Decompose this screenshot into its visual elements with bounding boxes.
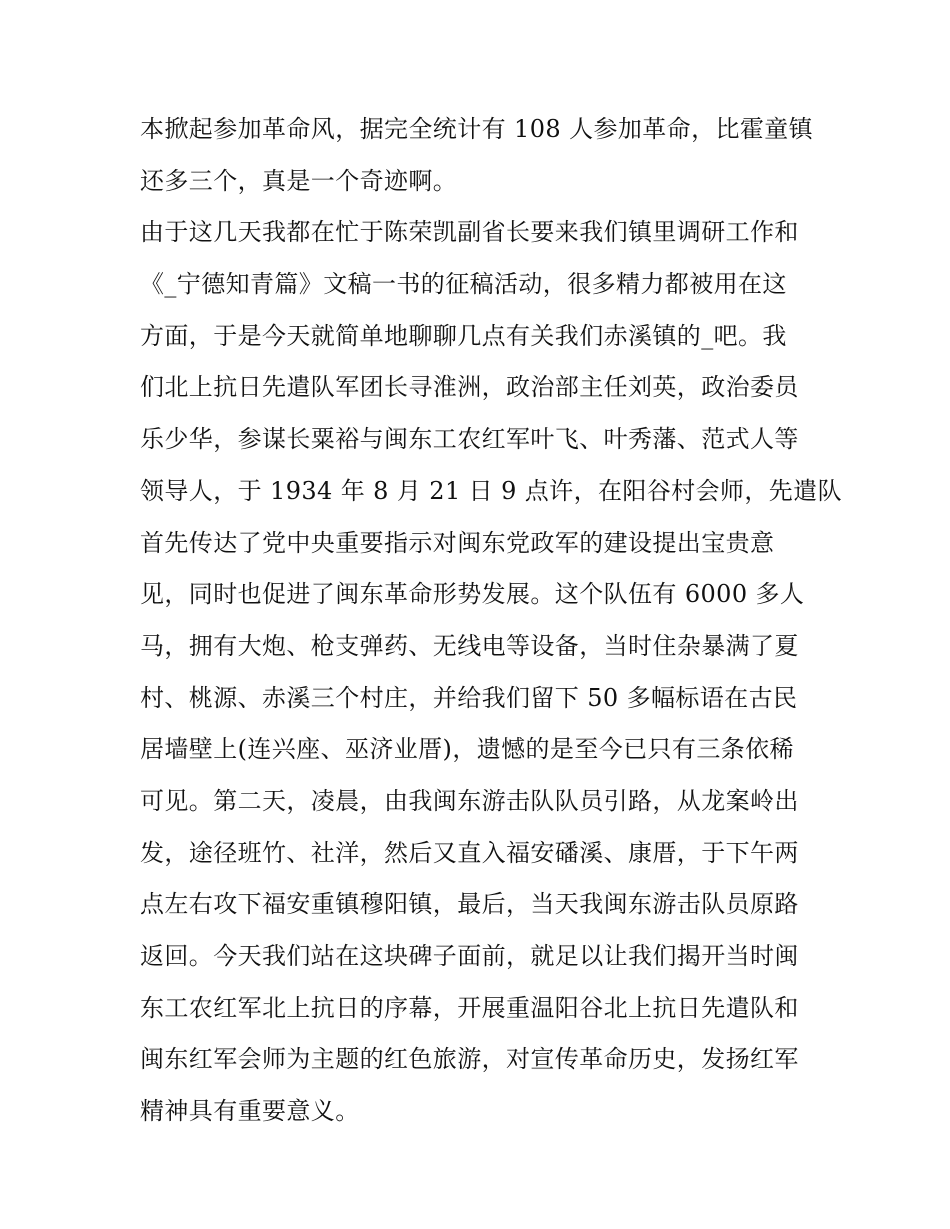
- text-line: 们北上抗日先遣队军团长寻淮洲，政治部主任刘英，政治委员: [140, 373, 799, 402]
- text-line: 东工农红军北上抗日的序幕，开展重温阳谷北上抗日先遣队和: [140, 993, 799, 1022]
- text-line: 还多三个，真是一个奇迹啊。: [140, 166, 458, 195]
- text-line: 闽东红军会师为主题的红色旅游，对宣传革命历史，发扬红军: [140, 1045, 799, 1074]
- text-line: 精神具有重要意义。: [140, 1097, 360, 1126]
- text-line: 可见。第二天，凌晨，由我闽东游击队队员引路，从龙案岭出: [140, 786, 799, 815]
- text-line: 本掀起参加革命风，据完全统计有 108 人参加革命，比霍童镇: [140, 115, 814, 143]
- text-line: 见，同时也促进了闽东革命形势发展。这个队伍有 6000 多人: [140, 580, 805, 609]
- text-line: 乐少华，参谋长粟裕与闽东工农红军叶飞、叶秀藩、范式人等: [140, 425, 799, 454]
- text-line: 由于这几天我都在忙于陈荣凯副省长要来我们镇里调研工作和: [140, 218, 799, 247]
- text-line: 马，拥有大炮、枪支弹药、无线电等设备，当时住杂暴满了夏: [140, 631, 799, 660]
- text-line: 《_宁德知青篇》文稿一书的征稿活动，很多精力都被用在这: [140, 270, 787, 299]
- text-line: 首先传达了党中央重要指示对闽东党政军的建设提出宝贵意: [140, 528, 775, 557]
- text-line: 点左右攻下福安重镇穆阳镇，最后，当天我闽东游击队员原路: [140, 890, 799, 919]
- text-line: 居墙壁上(连兴座、巫济业厝)，遗憾的是至今已只有三条依稀: [140, 735, 794, 764]
- text-line: 方面，于是今天就简单地聊聊几点有关我们赤溪镇的_吧。我: [140, 321, 787, 350]
- text-line: 领导人，于 1934 年 8 月 21 日 9 点许，在阳谷村会师，先遣队: [140, 476, 842, 505]
- text-line: 发，途径班竹、社洋，然后又直入福安磻溪、康厝，于下午两: [140, 838, 799, 867]
- body-text: [140, 104, 842, 1138]
- text-line: 返回。今天我们站在这块碑子面前，就足以让我们揭开当时闽: [140, 942, 799, 970]
- text-line: 村、桃源、赤溪三个村庄，并给我们留下 50 多幅标语在古民: [140, 683, 798, 712]
